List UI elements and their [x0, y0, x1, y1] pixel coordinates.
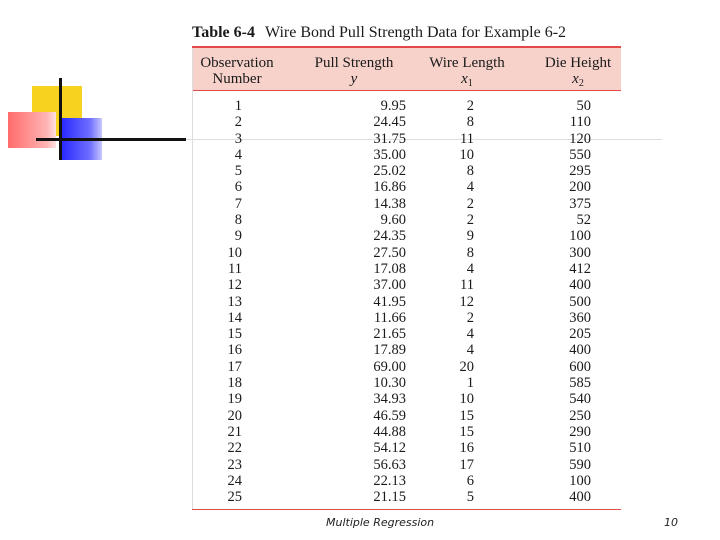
logo-red-square: [8, 112, 56, 148]
cell-die-height: 52: [576, 212, 591, 229]
cell-die-height: 412: [569, 260, 591, 277]
table-row: [192, 391, 621, 407]
table-row: [192, 163, 621, 179]
cell-wire-length: 10: [459, 146, 474, 163]
cell-observation: 18: [227, 375, 242, 392]
cell-observation: 10: [227, 244, 242, 261]
table-row: [192, 457, 621, 473]
table-row: [192, 375, 621, 391]
cell-pull-strength: 10.30: [373, 375, 406, 392]
table-body: [192, 98, 621, 505]
cell-observation: 19: [227, 391, 242, 408]
table-row: [192, 440, 621, 456]
table-row: [192, 277, 621, 293]
cell-wire-length: 2: [466, 212, 474, 229]
cell-observation: 5: [234, 163, 242, 180]
cell-pull-strength: 22.13: [373, 472, 406, 489]
cell-wire-length: 2: [466, 98, 474, 114]
table-row: [192, 489, 621, 505]
cell-observation: 15: [227, 326, 242, 343]
cell-pull-strength: 41.95: [373, 293, 406, 310]
table-row: [192, 98, 621, 114]
table-row: [192, 212, 621, 228]
cell-wire-length: 12: [459, 293, 474, 310]
cell-pull-strength: 56.63: [373, 456, 406, 473]
cell-pull-strength: 17.08: [373, 260, 406, 277]
cell-die-height: 50: [576, 98, 591, 114]
cell-pull-strength: 9.95: [380, 98, 406, 114]
cell-die-height: 300: [569, 244, 591, 261]
cell-die-height: 590: [569, 456, 591, 473]
cell-die-height: 600: [569, 358, 591, 375]
cell-observation: 11: [228, 260, 242, 277]
table-bottom-rule: [192, 509, 621, 510]
cell-die-height: 375: [569, 195, 591, 212]
logo-horizontal-line: [36, 138, 186, 141]
cell-observation: 4: [234, 146, 242, 163]
cell-observation: 16: [227, 342, 242, 359]
cell-die-height: 585: [569, 375, 591, 392]
table-row: [192, 326, 621, 342]
cell-pull-strength: 24.35: [373, 228, 406, 245]
table-row: [192, 310, 621, 326]
cell-die-height: 290: [569, 423, 591, 440]
cell-die-height: 510: [569, 440, 591, 457]
cell-wire-length: 8: [466, 163, 474, 180]
cell-pull-strength: 11.66: [373, 309, 406, 326]
header-observation-number: Observation Number: [200, 55, 274, 87]
cell-wire-length: 8: [466, 114, 474, 131]
cell-observation: 7: [234, 195, 242, 212]
table-row: [192, 473, 621, 489]
cell-pull-strength: 35.00: [373, 146, 406, 163]
cell-wire-length: 5: [466, 489, 474, 506]
cell-pull-strength: 14.38: [373, 195, 406, 212]
table-row: [192, 131, 621, 147]
table-row: [192, 408, 621, 424]
cell-observation: 8: [234, 212, 242, 229]
header-wire-length: Wire Length $x_1$: [429, 55, 505, 89]
cell-pull-strength: 37.00: [373, 277, 406, 294]
cell-die-height: 400: [569, 342, 591, 359]
logo-vertical-line: [59, 78, 62, 160]
cell-die-height: 100: [569, 228, 591, 245]
cell-pull-strength: 44.88: [373, 423, 406, 440]
cell-wire-length: 2: [466, 195, 474, 212]
cell-observation: 9: [234, 228, 242, 245]
table-row: [192, 359, 621, 375]
cell-observation: 1: [234, 98, 242, 114]
table-row: [192, 342, 621, 358]
cell-pull-strength: 46.59: [373, 407, 406, 424]
cell-pull-strength: 27.50: [373, 244, 406, 261]
cell-wire-length: 1: [466, 375, 474, 392]
cell-pull-strength: 17.89: [373, 342, 406, 359]
cell-observation: 24: [227, 472, 242, 489]
cell-pull-strength: 21.15: [373, 489, 406, 506]
cell-wire-length: 6: [466, 472, 474, 489]
header-pull-strength: Pull Strength y: [314, 55, 394, 87]
cell-observation: 3: [234, 130, 242, 147]
cell-wire-length: 20: [459, 358, 474, 375]
cell-wire-length: 4: [466, 326, 474, 343]
cell-pull-strength: 31.75: [373, 130, 406, 147]
cell-die-height: 400: [569, 489, 591, 506]
cell-die-height: 200: [569, 179, 591, 196]
cell-die-height: 550: [569, 146, 591, 163]
cell-observation: 17: [227, 358, 242, 375]
table-row: [192, 261, 621, 277]
cell-observation: 25: [227, 489, 242, 506]
cell-observation: 6: [234, 179, 242, 196]
cell-wire-length: 11: [460, 277, 474, 294]
cell-observation: 20: [227, 407, 242, 424]
cell-observation: 12: [227, 277, 242, 294]
cell-die-height: 120: [569, 130, 591, 147]
cell-observation: 22: [227, 440, 242, 457]
table-caption: Wire Bond Pull Strength Data for Example 6-2: [264, 24, 567, 41]
cell-wire-length: 8: [466, 244, 474, 261]
table-row: [192, 196, 621, 212]
cell-die-height: 250: [569, 407, 591, 424]
cell-observation: 14: [227, 309, 242, 326]
cell-pull-strength: 54.12: [373, 440, 406, 457]
cell-observation: 23: [227, 456, 242, 473]
cell-pull-strength: 34.93: [373, 391, 406, 408]
cell-wire-length: 10: [459, 391, 474, 408]
cell-wire-length: 2: [466, 309, 474, 326]
table-row: [192, 228, 621, 244]
footer-title: Multiple Regression: [326, 516, 435, 529]
table-row: [192, 294, 621, 310]
cell-wire-length: 11: [460, 130, 474, 147]
page-number: 10: [664, 516, 678, 529]
cell-pull-strength: 9.60: [380, 212, 406, 229]
cell-pull-strength: 21.65: [373, 326, 406, 343]
cell-pull-strength: 16.86: [373, 179, 406, 196]
cell-wire-length: 15: [459, 407, 474, 424]
table-row: [192, 245, 621, 261]
cell-pull-strength: 69.00: [373, 358, 406, 375]
cell-wire-length: 9: [466, 228, 474, 245]
cell-die-height: 205: [569, 326, 591, 343]
cell-wire-length: 4: [466, 260, 474, 277]
cell-wire-length: 17: [459, 456, 474, 473]
cell-die-height: 540: [569, 391, 591, 408]
cell-die-height: 360: [569, 309, 591, 326]
cell-die-height: 295: [569, 163, 591, 180]
cell-wire-length: 4: [466, 342, 474, 359]
table-row: [192, 179, 621, 195]
table-title: [192, 24, 622, 42]
cell-pull-strength: 24.45: [373, 114, 406, 131]
cell-observation: 2: [234, 114, 242, 131]
table-row: [192, 147, 621, 163]
cell-die-height: 100: [569, 472, 591, 489]
cell-pull-strength: 25.02: [373, 163, 406, 180]
cell-die-height: 110: [569, 114, 591, 131]
cell-wire-length: 15: [459, 423, 474, 440]
cell-die-height: 400: [569, 277, 591, 294]
table-number: Table 6-4: [192, 24, 255, 41]
table-row: [192, 114, 621, 130]
cell-observation: 21: [227, 423, 242, 440]
cell-observation: 13: [227, 293, 242, 310]
header-die-height: Die Height $x_2$: [544, 55, 612, 89]
cell-wire-length: 16: [459, 440, 474, 457]
table-row: [192, 424, 621, 440]
cell-wire-length: 4: [466, 179, 474, 196]
cell-die-height: 500: [569, 293, 591, 310]
